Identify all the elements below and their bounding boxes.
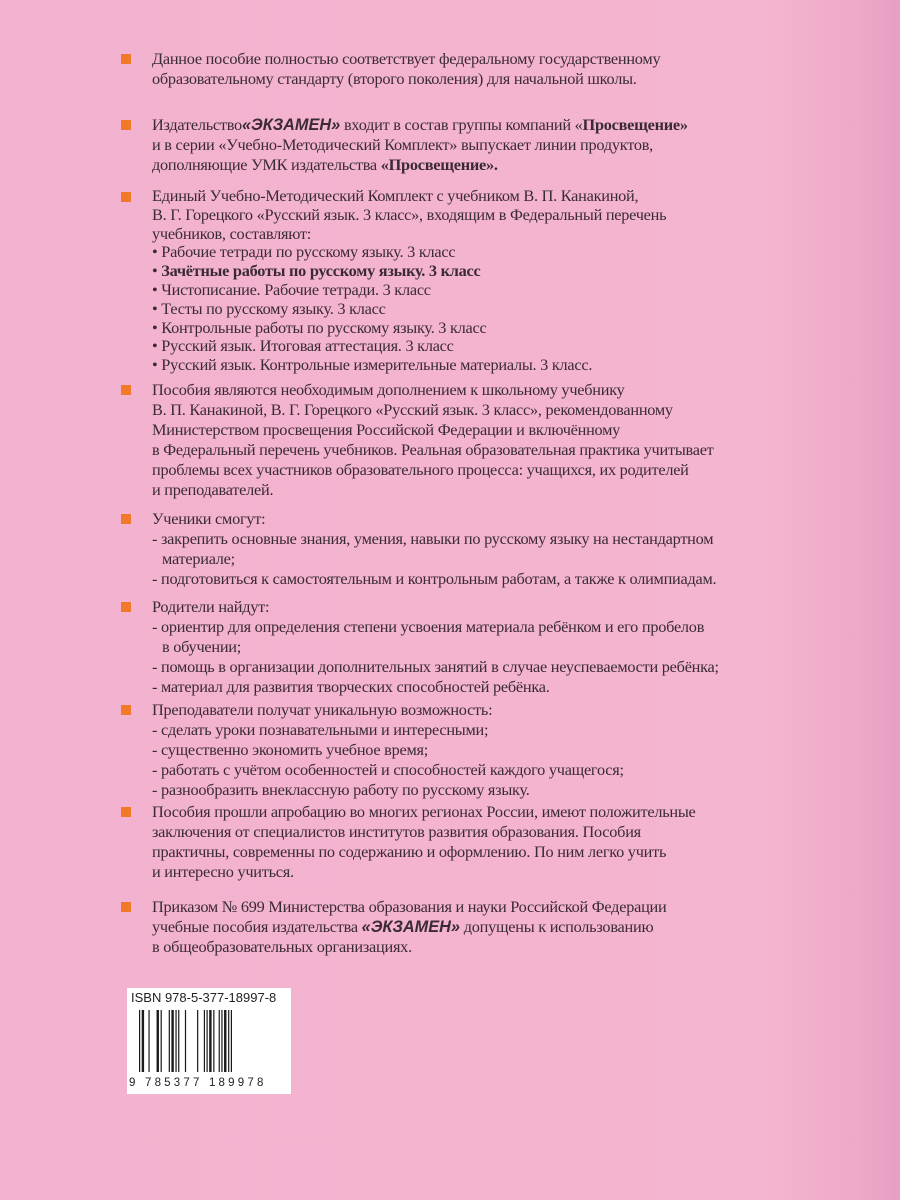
text-segment: допущены к использованию	[459, 917, 654, 936]
text-line	[152, 842, 872, 862]
text-line	[152, 356, 872, 375]
text-segment: Зачётные работы по русскому языку. 3 класс	[161, 261, 481, 281]
publisher-name: «ЭКЗАМЕН»	[241, 116, 341, 134]
text-segment: Просвещение»	[582, 115, 688, 134]
text-line	[152, 187, 872, 206]
text-line	[152, 677, 872, 697]
text-line	[152, 262, 872, 281]
orange-square-bullet-icon	[121, 807, 131, 817]
text-line	[152, 319, 872, 338]
text-line	[152, 281, 872, 300]
text-segment: в обучении;	[162, 637, 242, 656]
text-segment: • Русский язык. Итоговая аттестация. 3 класс	[152, 336, 454, 356]
paragraph	[152, 115, 872, 175]
text-segment: Пособия являются необходимым дополнением к школьному учебнику	[152, 380, 625, 399]
barcode-bar	[207, 1010, 208, 1072]
text-line	[152, 569, 872, 589]
text-segment: В. Г. Горецкого «Русский язык. 3 класс», входящим в Федеральный перечень	[152, 204, 667, 224]
text-segment: Пособия прошли апробацию во многих регионах России, имеют положительные	[152, 802, 696, 821]
text-line	[152, 802, 872, 822]
text-segment: - материал для развития творческих способностей ребёнка.	[152, 677, 550, 696]
text-segment: - сделать уроки познавательными и интересными;	[152, 720, 489, 739]
text-line	[152, 480, 872, 500]
barcode-bar	[175, 1010, 176, 1072]
barcode-bar	[219, 1010, 220, 1072]
barcode-bar	[228, 1010, 229, 1072]
text-line	[152, 460, 872, 480]
barcode-bar	[231, 1010, 232, 1072]
paragraph	[152, 897, 872, 957]
text-segment: в Федеральный перечень учебников. Реальная образовательная практика учитывает	[152, 440, 714, 459]
paragraph	[152, 597, 872, 697]
text-segment: - работать с учётом особенностей и способностей каждого учащегося;	[152, 760, 624, 779]
barcode-bar	[157, 1010, 159, 1072]
text-line	[152, 300, 872, 319]
isbn-barcode	[127, 988, 291, 1094]
text-segment: и преподавателей.	[152, 480, 274, 499]
text-segment: • Чистописание. Рабочие тетради. 3 класс	[152, 279, 431, 299]
text-segment: в общеобразовательных организациях.	[152, 937, 412, 956]
paragraph	[152, 49, 872, 89]
barcode-bar	[224, 1010, 226, 1072]
text-line	[152, 135, 872, 155]
text-segment: учебные пособия издательства	[152, 917, 362, 936]
orange-square-bullet-icon	[121, 385, 131, 395]
orange-square-bullet-icon	[121, 902, 131, 912]
text-segment: и в серии «Учебно-Методический Комплект» выпускает линии продуктов,	[152, 135, 653, 154]
text-segment: - существенно экономить учебное время;	[152, 740, 429, 759]
text-line	[152, 897, 872, 917]
orange-square-bullet-icon	[121, 120, 131, 130]
barcode-bar	[142, 1010, 144, 1072]
barcode-bar	[169, 1010, 170, 1072]
text-segment: Родители найдут:	[152, 597, 270, 616]
text-segment: практичны, современны по содержанию и оформлению. По ним легко учить	[152, 842, 667, 861]
text-line	[152, 440, 872, 460]
text-line	[152, 617, 872, 637]
text-line	[152, 155, 872, 175]
text-segment: Издательство	[152, 115, 242, 134]
text-segment: - подготовиться к самостоятельным и контрольным работам, а также к олимпиадам.	[152, 569, 717, 588]
text-segment: учебников, составляют:	[152, 223, 312, 243]
paragraph	[152, 187, 872, 375]
isbn-label: ISBN 978-5-377-18997-8	[131, 990, 277, 1005]
text-segment: - закрепить основные знания, умения, навыки по русскому языку на нестандартном	[152, 529, 714, 548]
barcode-bar	[213, 1010, 214, 1072]
text-line	[152, 937, 872, 957]
text-line	[152, 700, 872, 720]
barcode-bar	[185, 1010, 186, 1072]
text-line	[152, 509, 872, 529]
text-line	[152, 862, 872, 882]
text-line	[152, 49, 872, 69]
text-line	[152, 420, 872, 440]
text-segment: входит в состав группы компаний «	[340, 115, 583, 134]
barcode-bar	[178, 1010, 179, 1072]
barcode-bar	[209, 1010, 211, 1072]
text-line	[152, 380, 872, 400]
text-line	[152, 822, 872, 842]
paragraph	[152, 700, 872, 800]
text-segment: • Контрольные работы по русскому языку. 3 класс	[152, 317, 487, 337]
paragraph	[152, 509, 872, 589]
text-segment: •	[152, 261, 162, 281]
orange-square-bullet-icon	[121, 514, 131, 524]
text-segment: материале;	[162, 549, 235, 568]
text-line	[152, 740, 872, 760]
text-segment: • Тесты по русскому языку. 3 класс	[152, 298, 386, 318]
text-line	[152, 549, 872, 569]
text-line	[152, 225, 872, 244]
barcode-bar	[139, 1010, 140, 1072]
barcode-bar	[197, 1010, 198, 1072]
text-segment: В. П. Канакиной, В. Г. Горецкого «Русский язык. 3 класс», рекомендованному	[152, 400, 673, 419]
text-segment: - помощь в организации дополнительных занятий в случае неуспеваемости ребёнка;	[152, 657, 719, 676]
text-segment: - разнообразить внеклассную работу по русскому языку.	[152, 780, 530, 799]
text-line	[152, 115, 872, 135]
text-segment: Единый Учебно-Методический Комплект с учебником В. П. Канакиной,	[152, 186, 639, 205]
paragraph	[152, 380, 872, 500]
text-line	[152, 337, 872, 356]
orange-square-bullet-icon	[121, 602, 131, 612]
paragraph	[152, 802, 872, 882]
text-segment: Данное пособие полностью соответствует федеральному государственному	[152, 49, 661, 68]
barcode-bar	[161, 1010, 162, 1072]
barcode-bar	[148, 1010, 149, 1072]
orange-square-bullet-icon	[121, 705, 131, 715]
text-segment: Министерством просвещения Российской Федерации и включённому	[152, 420, 621, 439]
barcode-bars	[139, 1010, 279, 1072]
barcode-bar	[204, 1010, 205, 1072]
text-segment: • Русский язык. Контрольные измерительные материалы. 3 класс.	[152, 355, 593, 375]
text-line	[152, 529, 872, 549]
text-segment: и интересно учиться.	[152, 862, 294, 881]
publisher-name: «ЭКЗАМЕН»	[361, 918, 460, 936]
text-segment: Ученики смогут:	[152, 509, 266, 528]
text-line	[152, 780, 872, 800]
text-line	[152, 69, 872, 89]
text-line	[152, 917, 872, 937]
text-segment: • Рабочие тетради по русскому языку. 3 класс	[152, 242, 456, 262]
text-line	[152, 657, 872, 677]
text-segment: заключения от специалистов институтов развития образования. Пособия	[152, 822, 641, 841]
text-segment: - ориентир для определения степени усвоения материала ребёнком и его пробелов	[152, 617, 705, 636]
barcode-bar	[171, 1010, 173, 1072]
text-line	[152, 720, 872, 740]
barcode-digits: 9 785377 189978	[129, 1077, 267, 1089]
text-line	[152, 206, 872, 225]
text-line	[152, 597, 872, 617]
text-line	[152, 637, 872, 657]
orange-square-bullet-icon	[121, 192, 131, 202]
text-segment: «Просвещение».	[380, 155, 498, 174]
text-line	[152, 243, 872, 262]
orange-square-bullet-icon	[121, 54, 131, 64]
text-segment: образовательному стандарту (второго поколения) для начальной школы.	[152, 69, 637, 88]
text-segment: Преподаватели получат уникальную возможность:	[152, 700, 493, 719]
text-line	[152, 760, 872, 780]
text-segment: дополняющие УМК издательства	[152, 155, 381, 174]
barcode-bar	[221, 1010, 222, 1072]
text-segment: Приказом № 699 Министерства образования и науки Российской Федерации	[152, 897, 667, 916]
text-segment: проблемы всех участников образовательного процесса: учащихся, их родителей	[152, 460, 689, 479]
text-line	[152, 400, 872, 420]
